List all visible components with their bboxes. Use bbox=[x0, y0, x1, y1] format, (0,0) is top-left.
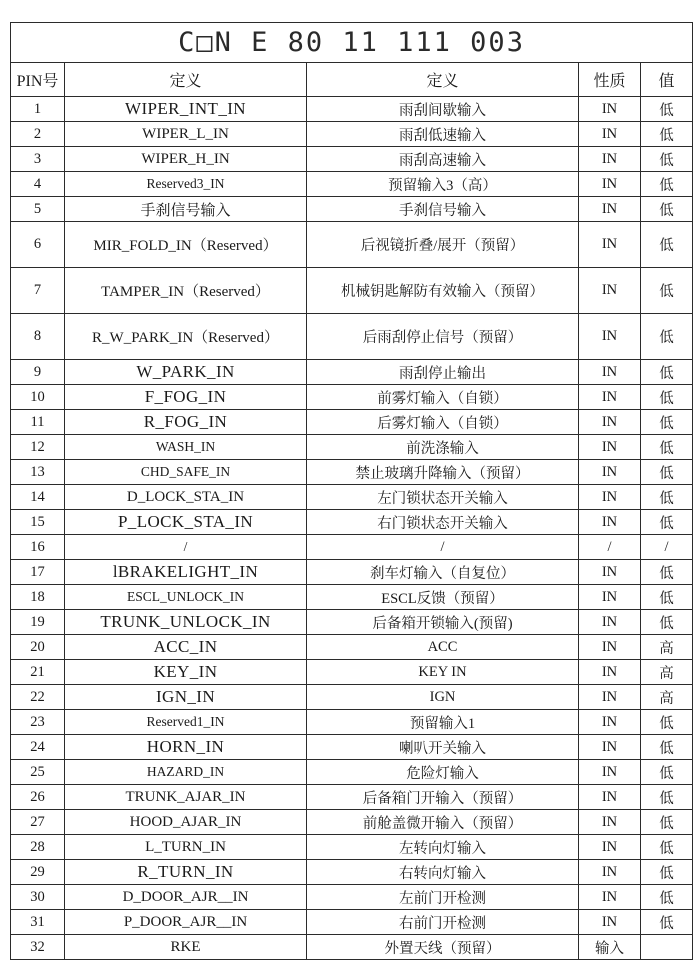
signal-cell: D_LOCK_STA_IN bbox=[65, 485, 307, 510]
desc-cell: 右门锁状态开关输入 bbox=[307, 510, 579, 535]
pin-cell: 30 bbox=[11, 885, 65, 910]
desc-cell: 雨刮低速输入 bbox=[307, 122, 579, 147]
table-row bbox=[11, 560, 693, 585]
pin-definition-table bbox=[10, 22, 693, 960]
signal-cell: R_FOG_IN bbox=[65, 410, 307, 435]
dir-cell: IN bbox=[579, 610, 641, 635]
pin-cell: 7 bbox=[11, 268, 65, 314]
table-row bbox=[11, 222, 693, 268]
table-row bbox=[11, 535, 693, 560]
signal-cell: Reserved1_IN bbox=[65, 710, 307, 735]
desc-cell: 雨刮停止输出 bbox=[307, 360, 579, 385]
signal-cell: W_PARK_IN bbox=[65, 360, 307, 385]
table-row bbox=[11, 360, 693, 385]
desc-cell: 左转向灯输入 bbox=[307, 835, 579, 860]
table-row bbox=[11, 760, 693, 785]
header-row bbox=[11, 63, 693, 97]
signal-cell: D_DOOR_AJR__IN bbox=[65, 885, 307, 910]
desc-cell: / bbox=[307, 535, 579, 560]
desc-cell: 右转向灯输入 bbox=[307, 860, 579, 885]
dir-cell: IN bbox=[579, 122, 641, 147]
desc-cell: ACC bbox=[307, 635, 579, 660]
dir-cell: IN bbox=[579, 360, 641, 385]
pin-cell: 17 bbox=[11, 560, 65, 585]
signal-cell: WIPER_INT_IN bbox=[65, 97, 307, 122]
pin-cell: 27 bbox=[11, 810, 65, 835]
table-row bbox=[11, 97, 693, 122]
desc-cell: 后备箱门开输入（预留） bbox=[307, 785, 579, 810]
val-cell: / bbox=[641, 535, 693, 560]
pin-cell: 4 bbox=[11, 172, 65, 197]
table-row bbox=[11, 635, 693, 660]
signal-cell: F_FOG_IN bbox=[65, 385, 307, 410]
val-cell: 低 bbox=[641, 385, 693, 410]
signal-cell: R_W_PARK_IN（Reserved） bbox=[65, 314, 307, 360]
dir-cell: IN bbox=[579, 435, 641, 460]
signal-cell: Reserved3_IN bbox=[65, 172, 307, 197]
table-row bbox=[11, 735, 693, 760]
val-cell: 高 bbox=[641, 660, 693, 685]
desc-cell: ESCL反馈（预留） bbox=[307, 585, 579, 610]
pin-cell: 9 bbox=[11, 360, 65, 385]
desc-cell: 雨刮间歇输入 bbox=[307, 97, 579, 122]
pin-cell: 25 bbox=[11, 760, 65, 785]
val-cell: 低 bbox=[641, 610, 693, 635]
signal-cell: RKE bbox=[65, 935, 307, 960]
signal-cell: WIPER_L_IN bbox=[65, 122, 307, 147]
pin-cell: 26 bbox=[11, 785, 65, 810]
val-cell: 低 bbox=[641, 268, 693, 314]
pin-cell: 18 bbox=[11, 585, 65, 610]
table-row bbox=[11, 314, 693, 360]
table-row bbox=[11, 610, 693, 635]
dir-cell: IN bbox=[579, 910, 641, 935]
val-cell: 低 bbox=[641, 172, 693, 197]
pin-cell: 19 bbox=[11, 610, 65, 635]
signal-cell: IGN_IN bbox=[65, 685, 307, 710]
val-cell: 低 bbox=[641, 810, 693, 835]
signal-cell: HORN_IN bbox=[65, 735, 307, 760]
table-row bbox=[11, 660, 693, 685]
desc-cell: 前舱盖微开输入（预留） bbox=[307, 810, 579, 835]
pin-cell: 11 bbox=[11, 410, 65, 435]
dir-cell: IN bbox=[579, 760, 641, 785]
pin-cell: 3 bbox=[11, 147, 65, 172]
pin-cell: 24 bbox=[11, 735, 65, 760]
table-row bbox=[11, 860, 693, 885]
desc-cell: 危险灯输入 bbox=[307, 760, 579, 785]
dir-cell: IN bbox=[579, 560, 641, 585]
dir-cell: IN bbox=[579, 835, 641, 860]
table-row bbox=[11, 585, 693, 610]
pin-cell: 13 bbox=[11, 460, 65, 485]
val-cell: 高 bbox=[641, 635, 693, 660]
dir-cell: IN bbox=[579, 485, 641, 510]
signal-cell: HOOD_AJAR_IN bbox=[65, 810, 307, 835]
val-cell: 低 bbox=[641, 197, 693, 222]
signal-cell: HAZARD_IN bbox=[65, 760, 307, 785]
desc-cell: 机械钥匙解防有效输入（预留） bbox=[307, 268, 579, 314]
desc-cell: 前洗涤输入 bbox=[307, 435, 579, 460]
desc-cell: 雨刮高速输入 bbox=[307, 147, 579, 172]
desc-cell: 预留输入1 bbox=[307, 710, 579, 735]
col-header-definition-cn: 定义 bbox=[307, 63, 579, 97]
desc-cell: KEY IN bbox=[307, 660, 579, 685]
val-cell: 低 bbox=[641, 460, 693, 485]
desc-cell: IGN bbox=[307, 685, 579, 710]
connector-title: C□N E 80 11 111 003 bbox=[11, 23, 693, 63]
desc-cell: 预留输入3（高） bbox=[307, 172, 579, 197]
pin-cell: 8 bbox=[11, 314, 65, 360]
pin-cell: 5 bbox=[11, 197, 65, 222]
val-cell: 低 bbox=[641, 314, 693, 360]
dir-cell: IN bbox=[579, 810, 641, 835]
table-row bbox=[11, 197, 693, 222]
pin-cell: 28 bbox=[11, 835, 65, 860]
val-cell: 低 bbox=[641, 760, 693, 785]
val-cell: 高 bbox=[641, 685, 693, 710]
col-header-definition-en: 定义 bbox=[65, 63, 307, 97]
table-row bbox=[11, 147, 693, 172]
title-row bbox=[11, 23, 693, 63]
signal-cell: lBRAKELIGHT_IN bbox=[65, 560, 307, 585]
table-row bbox=[11, 785, 693, 810]
pin-cell: 1 bbox=[11, 97, 65, 122]
val-cell: 低 bbox=[641, 885, 693, 910]
desc-cell: 刹车灯输入（自复位） bbox=[307, 560, 579, 585]
val-cell: 低 bbox=[641, 122, 693, 147]
col-header-pin: PIN号 bbox=[11, 63, 65, 97]
dir-cell: IN bbox=[579, 385, 641, 410]
pin-cell: 10 bbox=[11, 385, 65, 410]
dir-cell: IN bbox=[579, 660, 641, 685]
val-cell: 低 bbox=[641, 585, 693, 610]
pin-cell: 32 bbox=[11, 935, 65, 960]
pin-cell: 20 bbox=[11, 635, 65, 660]
pin-cell: 12 bbox=[11, 435, 65, 460]
col-header-value: 值 bbox=[641, 63, 693, 97]
desc-cell: 后雾灯输入（自锁） bbox=[307, 410, 579, 435]
desc-cell: 后雨刮停止信号（预留） bbox=[307, 314, 579, 360]
signal-cell: MIR_FOLD_IN（Reserved） bbox=[65, 222, 307, 268]
table-row bbox=[11, 910, 693, 935]
dir-cell: IN bbox=[579, 97, 641, 122]
val-cell: 低 bbox=[641, 710, 693, 735]
dir-cell: IN bbox=[579, 460, 641, 485]
desc-cell: 后备箱开锁输入(预留) bbox=[307, 610, 579, 635]
table-row bbox=[11, 435, 693, 460]
pin-cell: 22 bbox=[11, 685, 65, 710]
signal-cell: TAMPER_IN（Reserved） bbox=[65, 268, 307, 314]
val-cell: 低 bbox=[641, 435, 693, 460]
dir-cell: IN bbox=[579, 860, 641, 885]
dir-cell: / bbox=[579, 535, 641, 560]
pin-cell: 23 bbox=[11, 710, 65, 735]
table-row bbox=[11, 268, 693, 314]
dir-cell: 输入 bbox=[579, 935, 641, 960]
pin-cell: 31 bbox=[11, 910, 65, 935]
dir-cell: IN bbox=[579, 222, 641, 268]
table-row bbox=[11, 685, 693, 710]
signal-cell: WASH_IN bbox=[65, 435, 307, 460]
desc-cell: 外置天线（预留） bbox=[307, 935, 579, 960]
val-cell: 低 bbox=[641, 860, 693, 885]
dir-cell: IN bbox=[579, 585, 641, 610]
signal-cell: R_TURN_IN bbox=[65, 860, 307, 885]
dir-cell: IN bbox=[579, 685, 641, 710]
signal-cell: ACC_IN bbox=[65, 635, 307, 660]
desc-cell: 喇叭开关输入 bbox=[307, 735, 579, 760]
pin-cell: 2 bbox=[11, 122, 65, 147]
dir-cell: IN bbox=[579, 314, 641, 360]
dir-cell: IN bbox=[579, 785, 641, 810]
pin-cell: 14 bbox=[11, 485, 65, 510]
dir-cell: IN bbox=[579, 197, 641, 222]
desc-cell: 右前门开检测 bbox=[307, 910, 579, 935]
val-cell: 低 bbox=[641, 560, 693, 585]
val-cell: 低 bbox=[641, 510, 693, 535]
table-row bbox=[11, 460, 693, 485]
dir-cell: IN bbox=[579, 735, 641, 760]
desc-cell: 手刹信号输入 bbox=[307, 197, 579, 222]
val-cell bbox=[641, 935, 693, 960]
signal-cell: WIPER_H_IN bbox=[65, 147, 307, 172]
val-cell: 低 bbox=[641, 485, 693, 510]
table-row bbox=[11, 810, 693, 835]
dir-cell: IN bbox=[579, 510, 641, 535]
table-row bbox=[11, 935, 693, 960]
dir-cell: IN bbox=[579, 410, 641, 435]
col-header-property: 性质 bbox=[579, 63, 641, 97]
table-row bbox=[11, 885, 693, 910]
desc-cell: 禁止玻璃升降输入（预留） bbox=[307, 460, 579, 485]
signal-cell: 手刹信号输入 bbox=[65, 197, 307, 222]
pin-cell: 29 bbox=[11, 860, 65, 885]
table-row bbox=[11, 385, 693, 410]
dir-cell: IN bbox=[579, 885, 641, 910]
pin-cell: 21 bbox=[11, 660, 65, 685]
table-row bbox=[11, 835, 693, 860]
table-row bbox=[11, 510, 693, 535]
val-cell: 低 bbox=[641, 735, 693, 760]
val-cell: 低 bbox=[641, 147, 693, 172]
desc-cell: 左门锁状态开关输入 bbox=[307, 485, 579, 510]
dir-cell: IN bbox=[579, 172, 641, 197]
signal-cell: TRUNK_UNLOCK_IN bbox=[65, 610, 307, 635]
table-row bbox=[11, 122, 693, 147]
signal-cell: KEY_IN bbox=[65, 660, 307, 685]
signal-cell: L_TURN_IN bbox=[65, 835, 307, 860]
signal-cell: TRUNK_AJAR_IN bbox=[65, 785, 307, 810]
pin-cell: 6 bbox=[11, 222, 65, 268]
dir-cell: IN bbox=[579, 710, 641, 735]
val-cell: 低 bbox=[641, 360, 693, 385]
val-cell: 低 bbox=[641, 222, 693, 268]
val-cell: 低 bbox=[641, 785, 693, 810]
signal-cell: ESCL_UNLOCK_IN bbox=[65, 585, 307, 610]
pin-cell: 16 bbox=[11, 535, 65, 560]
dir-cell: IN bbox=[579, 635, 641, 660]
table-row bbox=[11, 710, 693, 735]
signal-cell: P_DOOR_AJR__IN bbox=[65, 910, 307, 935]
signal-cell: CHD_SAFE_IN bbox=[65, 460, 307, 485]
table-row bbox=[11, 172, 693, 197]
val-cell: 低 bbox=[641, 910, 693, 935]
table-body bbox=[11, 97, 693, 960]
table-row bbox=[11, 485, 693, 510]
desc-cell: 前雾灯输入（自锁） bbox=[307, 385, 579, 410]
desc-cell: 后视镜折叠/展开（预留） bbox=[307, 222, 579, 268]
desc-cell: 左前门开检测 bbox=[307, 885, 579, 910]
val-cell: 低 bbox=[641, 410, 693, 435]
table-row bbox=[11, 410, 693, 435]
val-cell: 低 bbox=[641, 97, 693, 122]
pin-cell: 15 bbox=[11, 510, 65, 535]
signal-cell: P_LOCK_STA_IN bbox=[65, 510, 307, 535]
dir-cell: IN bbox=[579, 268, 641, 314]
dir-cell: IN bbox=[579, 147, 641, 172]
val-cell: 低 bbox=[641, 835, 693, 860]
signal-cell: / bbox=[65, 535, 307, 560]
